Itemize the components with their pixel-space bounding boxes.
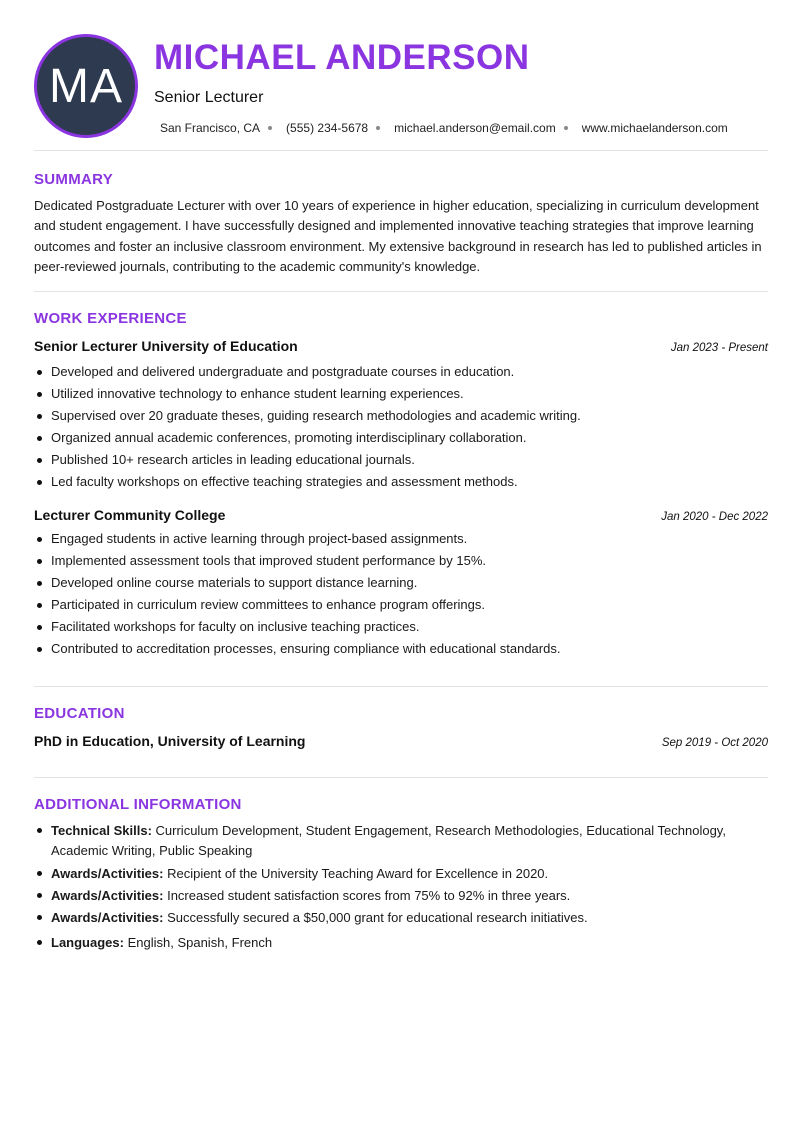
info-text: Successfully secured a $50,000 grant for educational research initiatives. (163, 910, 588, 925)
info-label: Awards/Activities: (51, 910, 164, 925)
list-item: Facilitated workshops for faculty on inclusive teaching practices. (34, 616, 768, 638)
info-label: Languages: (51, 935, 124, 950)
job-date: Jan 2020 - Dec 2022 (661, 511, 768, 523)
resume-header (34, 34, 768, 138)
list-item: Developed online course materials to support distance learning. (34, 572, 768, 594)
list-item: Developed and delivered undergraduate and postgraduate courses in education. (34, 361, 768, 383)
list-item: Utilized innovative technology to enhance student learning experiences. (34, 383, 768, 405)
summary-heading: SUMMARY (34, 171, 114, 188)
list-item: Published 10+ research articles in leading educational journals. (34, 449, 768, 471)
candidate-role: Senior Lecturer (154, 89, 264, 106)
list-item: Implemented assessment tools that improved student performance by 15%. (34, 550, 768, 572)
list-item: Organized annual academic conferences, promoting interdisciplinary collaboration. (34, 427, 768, 449)
education-entry (34, 733, 768, 749)
info-text: English, Spanish, French (123, 935, 273, 950)
avatar-initials: MA (49, 59, 123, 113)
contact-location: San Francisco, CA (160, 121, 261, 135)
list-item: Led faculty workshops on effective teaching strategies and assessment methods. (34, 471, 768, 493)
section-divider (34, 777, 768, 778)
separator-dot-icon (268, 126, 272, 130)
info-label: Awards/Activities: (51, 866, 164, 881)
info-text: Curriculum Development, Student Engagement, Research Methodologies, Educational Technology, Academic Writing, Public Speaking (51, 823, 726, 858)
list-item (34, 933, 768, 953)
list-item (34, 864, 768, 884)
summary-text: Dedicated Postgraduate Lecturer with over 10 years of experience in higher education, specializing in curriculum development and student engagement. I have successfully designed and implemented innovative teaching strategies that improve learning outcomes and foster an inclusive classroom environment. My extensive background in research has led to published articles in peer-reviewed journals, contributing to the academic community's knowledge. (34, 198, 762, 274)
info-label: Technical Skills: (51, 823, 152, 838)
contact-website[interactable]: www.michaelanderson.com (581, 121, 728, 135)
candidate-name: MICHAEL ANDERSON (154, 38, 530, 77)
avatar (34, 34, 138, 138)
work-experience-heading: WORK EXPERIENCE (34, 310, 187, 327)
additional-info-heading: ADDITIONAL INFORMATION (34, 796, 242, 813)
job-header (34, 338, 768, 354)
list-item: Participated in curriculum review committees to enhance program offerings. (34, 594, 768, 616)
section-divider (34, 686, 768, 687)
additional-info-list (34, 821, 768, 953)
contact-phone: (555) 234-5678 (286, 121, 369, 135)
list-item (34, 908, 768, 928)
section-divider (34, 291, 768, 292)
info-text: Increased student satisfaction scores from 75% to 92% in three years. (163, 888, 571, 903)
job-title: Lecturer Community College (34, 507, 226, 523)
job-bullets (34, 528, 768, 660)
list-item (34, 886, 768, 906)
list-item: Contributed to accreditation processes, ensuring compliance with educational standards. (34, 638, 768, 660)
info-text: Recipient of the University Teaching Award for Excellence in 2020. (163, 866, 549, 881)
education-date: Sep 2019 - Oct 2020 (661, 737, 768, 749)
job-header (34, 507, 768, 523)
separator-dot-icon (564, 126, 568, 130)
list-item: Engaged students in active learning through project-based assignments. (34, 528, 768, 550)
list-item (34, 821, 768, 860)
info-label: Awards/Activities: (51, 888, 164, 903)
job-title: Senior Lecturer University of Education (34, 338, 298, 354)
contact-line (160, 121, 728, 135)
contact-email[interactable]: michael.anderson@email.com (394, 121, 556, 135)
degree-title: PhD in Education, University of Learning (34, 733, 306, 749)
section-divider (34, 150, 768, 151)
list-item: Supervised over 20 graduate theses, guiding research methodologies and academic writing. (34, 405, 768, 427)
separator-dot-icon (376, 126, 380, 130)
education-heading: EDUCATION (34, 705, 125, 722)
job-bullets (34, 361, 768, 493)
job-date: Jan 2023 - Present (670, 342, 768, 354)
